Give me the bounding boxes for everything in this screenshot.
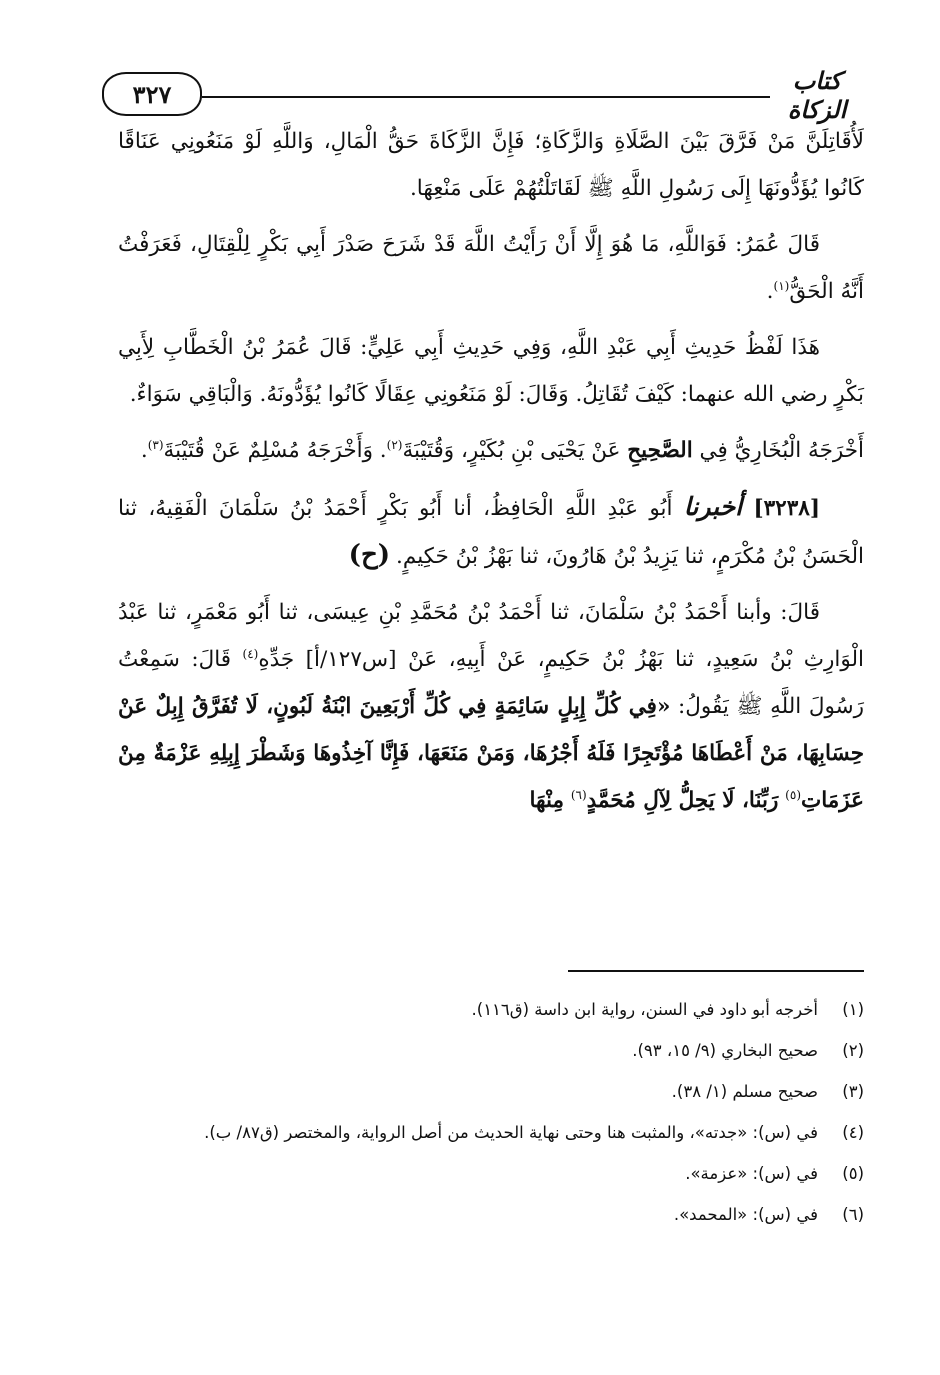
footnote-separator [568,970,864,972]
footnote-number: (٦) [842,1205,864,1224]
paragraph-text: عَنْ يَحْيَى بْنِ بُكَيْرٍ، وَقُتَيْبَةَ [402,438,621,463]
paragraph-text: أَبُو عَبْدِ اللَّهِ الْحَافِظُ، أنا أَبُو بَكْرٍ أَحْمَدُ بْنُ سَلْمَانَ الْفَقِيهُ، ثنا الْحَسَنُ بْنُ مُكْرَمٍ، ثنا يَزِيدُ بْنُ هَارُونَ، ثنا بَهْزُ بْنُ حَكِيمٍ. [118,496,864,569]
footnote-ref[interactable]: (٥) [785,787,801,802]
footnote-item [122,994,864,1025]
footnote-text: صحيح البخاري (٩/ ١٥، ٩٣). [632,1041,818,1060]
paragraph-text: . وَأَخْرَجَهُ مُسْلِمٌ عَنْ قُتَيْبَةَ [163,438,387,463]
footnote-ref[interactable]: (٤) [242,646,259,661]
main-text [118,118,864,833]
hadith-text: رَبِّنَا، لَا يَحِلُّ لِآلِ مُحَمَّدٍ [586,788,779,813]
tahwil-mark: (ح) [348,540,391,570]
footnote-text: في (س): «عزمة». [685,1164,818,1183]
footnote-text: أخرجه أبو داود في السنن، رواية ابن داسة (ق١١٦). [471,1000,818,1019]
paragraph-text: قَالَ: سَمِعْتُ رَسُولَ اللَّهِ ﷺ يَقُولُ: [118,647,864,719]
footnote-item [122,1076,864,1107]
transmission-keyword: أخبرنا [683,492,743,521]
footnote-item [122,1199,864,1230]
footnotes [122,994,864,1240]
paragraph-text: قَالَ عُمَرُ: فَوَاللَّهِ، مَا هُوَ إِلَّا أَنْ رَأَيْتُ اللَّهَ قَدْ شَرَحَ صَدْرَ أَبِي بَكْرٍ لِلْقِتَالِ، فَعَرَفْتُ أَنَّهُ الْحَقُّ [118,232,864,304]
footnote-item [122,1158,864,1189]
footnote-number: (٢) [842,1041,864,1060]
paragraph: أَخْرَجَهُ الْبُخَارِيُّ فِي الصَّحِيحِ عَنْ يَحْيَى بْنِ بُكَيْرٍ، وَقُتَيْبَةَ$^{(٢)}$. وَأَخْرَجَهُ مُسْلِمٌ عَنْ قُتَيْبَةَ$^{(٣)}$. [140,437,864,463]
hadith-text: مِنْهَا [529,788,564,813]
footnote-item [122,1035,864,1066]
book-title: كتاب الزكاة [787,66,847,124]
paragraph-text: أَخْرَجَهُ الْبُخَارِيُّ فِي [699,438,864,463]
footnote-ref[interactable]: (٣) [147,437,164,452]
footnote-ref[interactable]: (٦) [570,787,587,802]
paragraph [118,324,864,418]
hadith-number: [٣٢٣٨] [753,496,821,521]
footnote-ref[interactable]: (٢) [386,437,403,452]
hadith-entry [118,483,864,580]
paragraph-text: هَذَا لَفْظُ حَدِيثِ أَبِي عَبْدِ اللَّهِ، وَفِي حَدِيثِ أَبِي عَلِيٍّ: قَالَ عُمَرُ بْنُ الْخَطَّابِ لِأَبِي بَكْرٍ رضي الله عنهما: كَيْفَ تُقَاتِلُ. وَقَالَ: لَوْ مَنَعُونِي عِقَالًا كَانُوا يُؤَدُّونَهُ. وَالْبَاقِي سَوَاءٌ. [118,335,864,407]
header-rule [202,96,770,98]
page-number: ٣٢٧ [102,72,202,116]
footnote-number: (٤) [842,1123,864,1142]
footnote-number: (٣) [842,1082,864,1101]
paragraph [118,118,864,212]
paragraph [118,589,864,824]
footnote-text: في (س): «جدته»، والمثبت هنا وحتى نهاية الحديث من أصل الرواية، والمختصر (ق٨٧/ ب). [204,1123,818,1142]
footnote-text: صحيح مسلم (١/ ٣٨). [671,1082,818,1101]
book-name: الصَّحِيحِ [627,438,693,463]
hadith-text: «فِي كُلِّ إِبِلٍ سَائِمَةٍ فِي كُلِّ أَرْبَعِينَ ابْنَةُ لَبُونٍ، لَا تُفَرَّقُ إِبِلٌ عَنْ حِسَابِهَا، مَنْ أَعْطَاهَا مُؤْتَجِرًا فَلَهُ أَجْرُهَا، وَمَنْ مَنَعَهَا، فَإِنَّا آخِذُوهَا وَشَطْرَ إِبِلِهِ عَزْمَةٌ مِنْ عَزَمَاتِ [118,694,864,813]
paragraph-text: قَالَ: وأبنا أَحْمَدُ بْنُ سَلْمَانَ، ثنا أَحْمَدُ بْنُ مُحَمَّدِ بْنِ عِيسَى، ثنا أَبُو مَعْمَرٍ، ثنا عَبْدُ الْوَارِثِ بْنُ سَعِيدٍ، ثنا بَهْزُ بْنُ حَكِيمٍ، عَنْ أَبِيهِ، عَنْ [س١٢٧/أ] جَدِّهِ [118,600,864,672]
footnote-number: (١) [842,1000,864,1019]
paragraph: قَالَ عُمَرُ: فَوَاللَّهِ، مَا هُوَ إِلَّا أَنْ رَأَيْتُ اللَّهَ قَدْ شَرَحَ صَدْرَ أَبِي بَكْرٍ لِلْقِتَالِ، فَعَرَفْتُ أَنَّهُ الْحَقُّ$^{(١)}$. [118,232,864,304]
footnote-number: (٥) [842,1164,864,1183]
footnote-text: في (س): «المحمد». [673,1205,818,1224]
footnote-ref[interactable]: (١) [773,278,790,293]
footnote-item [122,1117,864,1148]
paragraph-text: لَأُقَاتِلَنَّ مَنْ فَرَّقَ بَيْنَ الصَّلَاةِ وَالزَّكَاةِ؛ فَإِنَّ الزَّكَاةَ حَقُّ الْمَالِ، وَاللَّهِ لَوْ مَنَعُونِي عَنَاقًا كَانُوا يُؤَدُّونَهَا إِلَى رَسُولِ اللَّهِ ﷺ لَقَاتَلْتُهُمْ عَلَى مَنْعِهَا. [118,129,864,201]
